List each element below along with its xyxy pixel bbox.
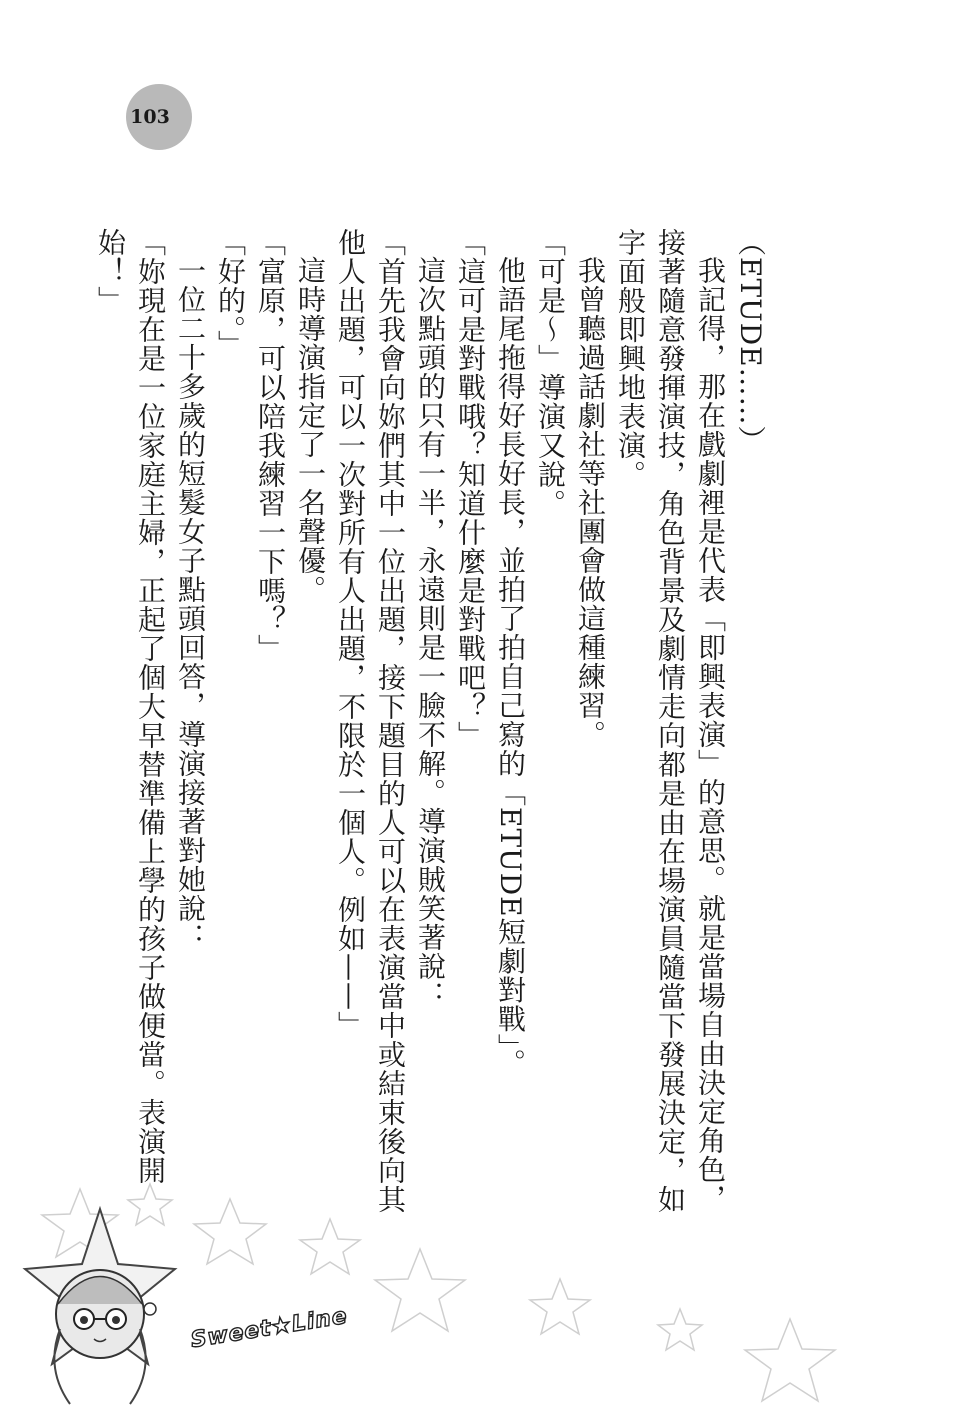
vertical-text-body (94, 228, 770, 1228)
page-number-text: 103 (130, 106, 170, 128)
paragraph: 「這可是對戰哦？知道什麼是對戰吧？」 (454, 228, 487, 750)
paragraph: 我記得，那在戲劇裡是代表「即興表演」的意思。就是當場自由決定角色，接著隨意發揮演技，角色背景及劇情走向都是由在場演員隨當下發展決定，如字面般即興地表演。 (614, 228, 727, 1214)
paragraph: 我曾聽過話劇社等社團會做這種練習。 (574, 256, 607, 749)
paragraph: 「好的。」 (214, 228, 247, 359)
brand-logo: Sweet★Line (189, 1303, 350, 1354)
paragraph: 一位二十多歲的短髮女子點頭回答，導演接著對她說： (174, 256, 207, 952)
paragraph: 「富原，可以陪我練習一下嗎？」 (254, 228, 287, 663)
paragraph: 這次點頭的只有一半，永遠則是一臉不解。導演賊笑著說： (414, 256, 447, 1010)
paragraph: 「可是～」導演又說。 (534, 228, 567, 518)
paragraph: 「首先我會向妳們其中一位出題，接下題目的人可以在表演當中或結束後向其他人出題，可以一次對所有人出題，不限於一個人。例如——」 (334, 228, 407, 1214)
star-pattern-icon (0, 1179, 960, 1409)
paragraph: 他語尾拖得好長好長，並拍了拍自己寫的「ETUDE短劇對戰」。 (494, 256, 527, 1078)
paragraph: 這時導演指定了一名聲優。 (294, 256, 327, 604)
paragraph: 「妳現在是一位家庭主婦，正起了個大早替準備上學的孩子做便當。表演開始！」 (94, 228, 167, 1185)
page-number (126, 84, 192, 150)
paragraph: （ETUDE……） (734, 228, 767, 455)
chibi-girl-illustration-icon (25, 1209, 175, 1404)
